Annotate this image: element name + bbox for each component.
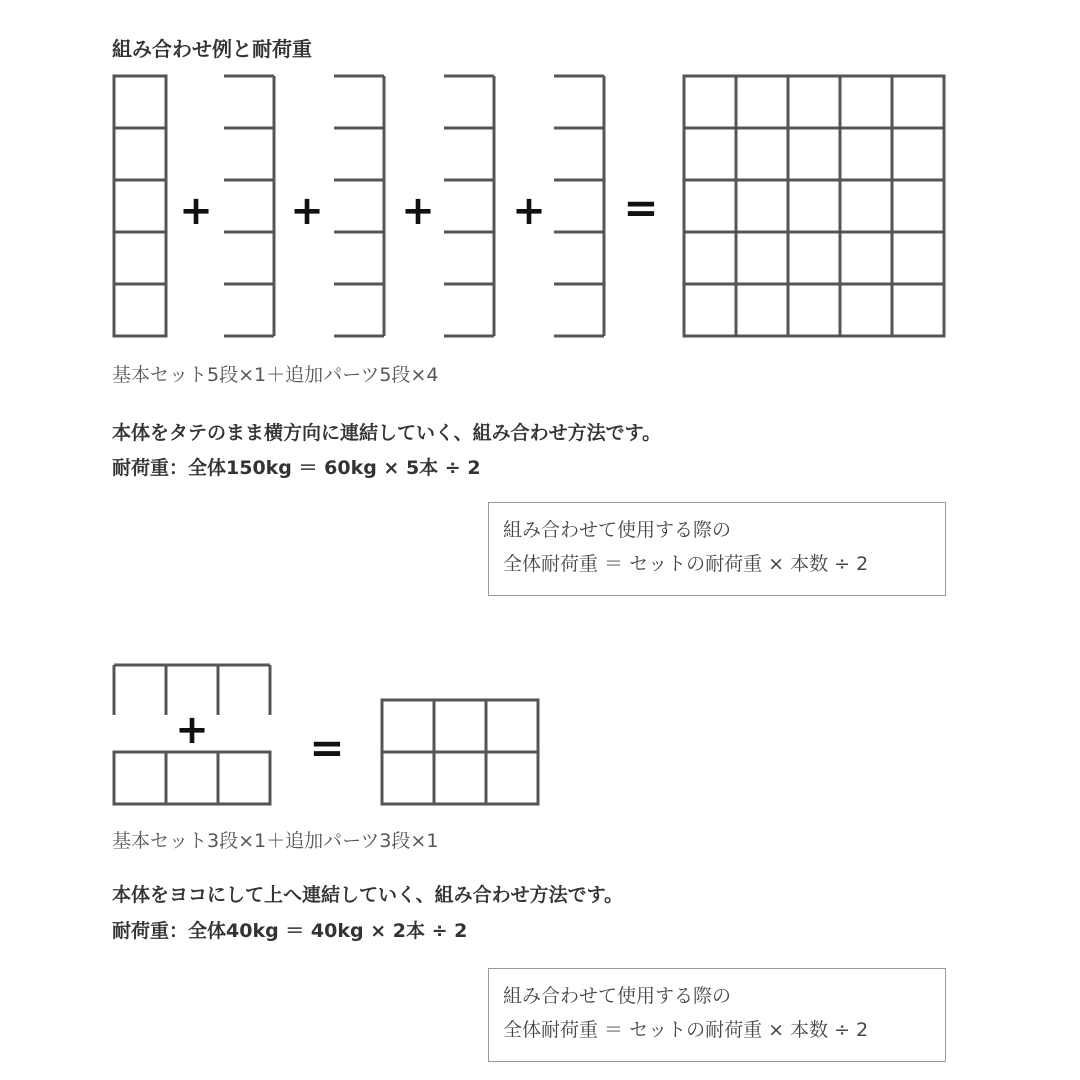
plus-sign: + (290, 188, 324, 234)
base-set-3-tier (114, 752, 270, 804)
plus-sign: + (179, 188, 213, 234)
equals-sign: = (309, 723, 345, 772)
base-set-5-tier (114, 76, 166, 336)
formula-line-1: 組み合わせて使用する際の (503, 985, 732, 1007)
result-5x5-grid (684, 76, 944, 336)
equals-sign: = (623, 183, 659, 232)
example1-caption: 基本セット5段×1＋追加パーツ5段×4 (112, 364, 439, 386)
plus-sign: + (175, 707, 209, 753)
result-3x2-grid (382, 700, 538, 804)
example2-description: 本体をヨコにして上へ連結していく、組み合わせ方法です。 (112, 884, 624, 906)
formula-line-2: 全体耐荷重 ＝ セットの耐荷重 × 本数 ÷ 2 (503, 553, 869, 575)
example1-description: 本体をタテのまま横方向に連結していく、組み合わせ方法です。 (112, 422, 662, 444)
plus-sign: + (512, 188, 546, 234)
example2-caption: 基本セット3段×1＋追加パーツ3段×1 (112, 830, 439, 852)
example1-formula-box (488, 502, 946, 596)
example1-load: 耐荷重：全体150kg ＝ 60kg × 5本 ÷ 2 (112, 457, 481, 479)
section-heading: 組み合わせ例と耐荷重 (112, 37, 312, 61)
additional-part-5-tier (554, 76, 604, 336)
example2-load: 耐荷重：全体40kg ＝ 40kg × 2本 ÷ 2 (112, 920, 468, 942)
plus-sign: + (401, 188, 435, 234)
additional-part-5-tier (334, 76, 384, 336)
formula-line-2: 全体耐荷重 ＝ セットの耐荷重 × 本数 ÷ 2 (503, 1019, 869, 1041)
additional-part-5-tier (444, 76, 494, 336)
example2-formula-box (488, 968, 946, 1062)
formula-line-1: 組み合わせて使用する際の (503, 519, 732, 541)
additional-part-5-tier (224, 76, 274, 336)
